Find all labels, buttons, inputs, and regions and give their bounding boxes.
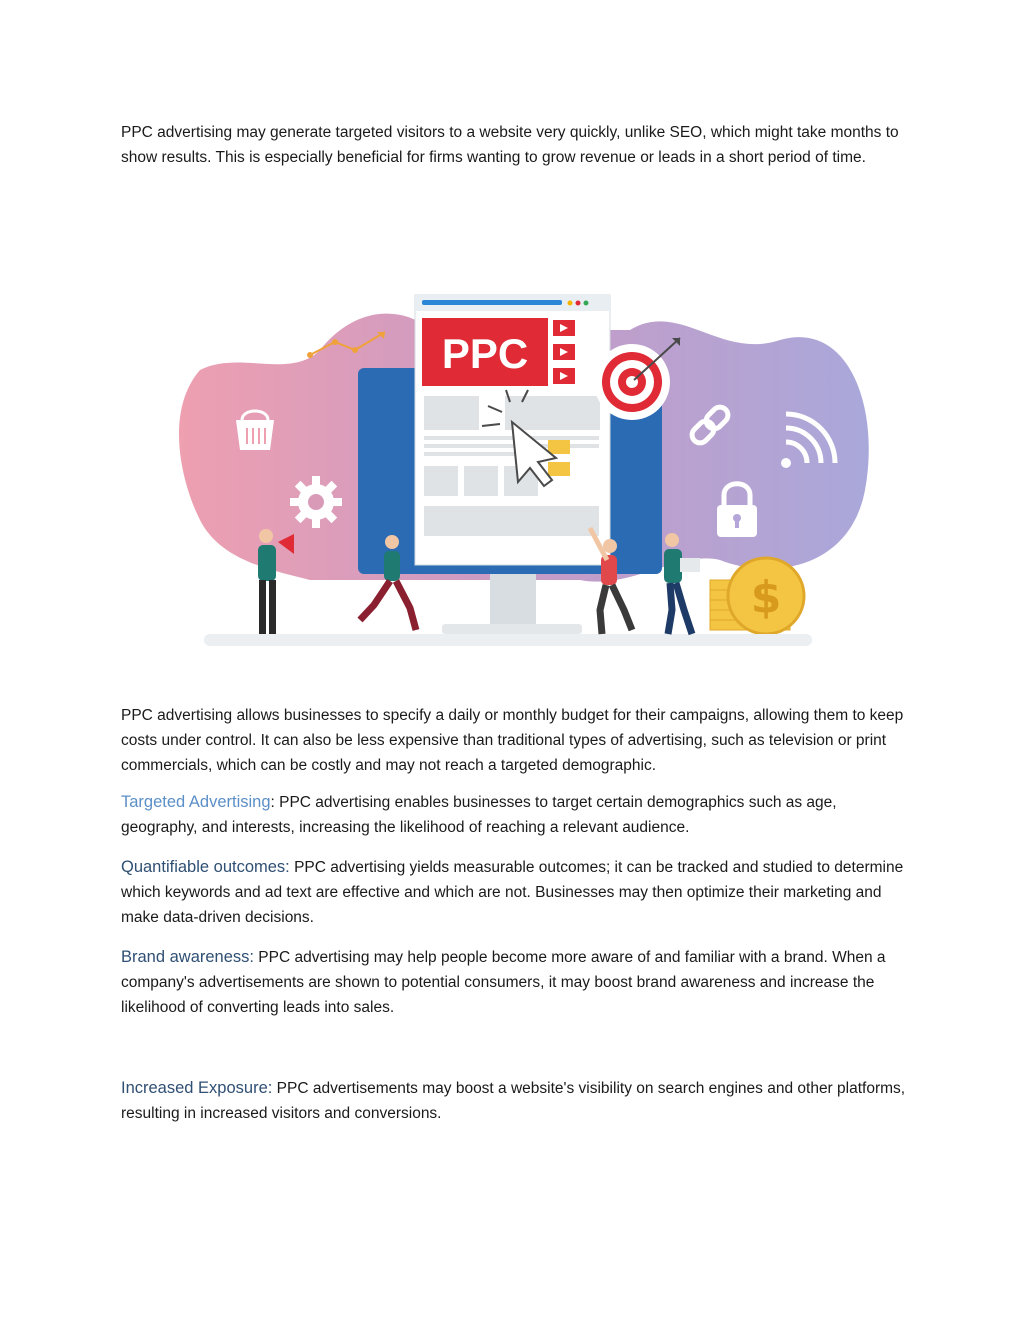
intro-paragraph: PPC advertising may generate targeted visitors to a website very quickly, unlike SEO, which might take months to show results. This is especially beneficial for firms wanting to grow revenue or leads in a short period of time. xyxy=(121,124,899,166)
increased-exposure-section xyxy=(121,1076,906,1126)
gear-icon xyxy=(290,476,342,528)
targeted-advertising-body: PPC advertising enables businesses to target certain demographics such as age, geography, and interests, increasing the likelihood of reaching a relevant audience. xyxy=(121,794,837,836)
quantifiable-outcomes-heading: Quantifiable outcomes: xyxy=(121,858,290,876)
dollar-coin-icon xyxy=(710,558,804,634)
quantifiable-outcomes-section xyxy=(121,855,906,930)
quantifiable-outcomes-body: PPC advertising yields measurable outcomes; it can be tracked and studied to determine which keywords and ad text are effective and which are not. Businesses may then optimize their marketing and make data-driven decisions. xyxy=(121,859,904,926)
budget-paragraph: PPC advertising allows businesses to specify a daily or monthly budget for their campaigns, allowing them to keep costs under control. It can also be less expensive than traditional types of advertising, such as television or print commercials, which can be costly and may not reach a targeted demographic. xyxy=(121,707,904,774)
brand-awareness-body: PPC advertising may help people become more aware of and familiar with a brand. When a company's advertisements are shown to potential consumers, it may boost brand awareness and increase the likelihood of converting leads into sales. xyxy=(121,949,886,1016)
svg-text:$: $ xyxy=(750,572,782,623)
targeted-advertising-heading: Targeted Advertising xyxy=(121,793,271,811)
ppc-banner-text: PPC xyxy=(441,330,529,377)
targeted-advertising-separator: : xyxy=(270,794,275,811)
increased-exposure-body: PPC advertisements may boost a website's visibility on search engines and other platforms, resulting in increased visitors and conversions. xyxy=(121,1080,906,1122)
brand-awareness-section xyxy=(121,945,906,1020)
brand-awareness-heading: Brand awareness: xyxy=(121,948,254,966)
ppc-illustration xyxy=(160,290,880,660)
increased-exposure-heading: Increased Exposure: xyxy=(121,1079,273,1097)
targeted-advertising-section xyxy=(121,790,906,840)
